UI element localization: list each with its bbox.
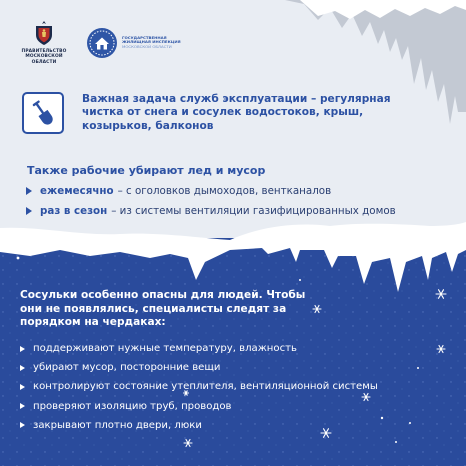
frequency-term: раз в сезон xyxy=(40,205,108,217)
attic-tasks-list xyxy=(20,339,378,435)
bullet-arrow-icon xyxy=(20,422,25,428)
bullet-arrow-icon xyxy=(26,187,32,195)
list-item xyxy=(20,416,378,435)
housing-inspection-logo xyxy=(86,27,182,59)
icicle-danger-text: Сосульки особенно опасны для людей. Чтобы они не появлялись, специалисты следят за порядком на чердаках: xyxy=(20,289,306,329)
also-list xyxy=(26,181,396,221)
item-text: проверяют изоляцию труб, проводов xyxy=(33,400,232,412)
item-text: – из системы вентиляции газифицированных домов xyxy=(111,205,396,217)
bullet-arrow-icon xyxy=(20,346,25,352)
housing-inspection-text xyxy=(122,36,182,50)
item-text: – с оголовков дымоходов, вентканалов xyxy=(117,185,332,197)
item-text: поддерживают нужные температуру, влажность xyxy=(33,343,297,355)
frequency-term: ежемесячно xyxy=(40,185,114,197)
item-text: контролируют состояние утеплителя, вентиляционной системы xyxy=(33,381,378,393)
list-item xyxy=(20,397,378,416)
bullet-arrow-icon xyxy=(20,365,25,371)
moscow-region-government-logo xyxy=(14,20,74,65)
item-text: убирают мусор, посторонние вещи xyxy=(33,362,221,374)
also-title: Также рабочие убирают лед и мусор xyxy=(27,164,266,177)
housing-inspection-emblem-icon xyxy=(86,27,118,59)
item-text: закрывают плотно двери, люки xyxy=(33,419,202,431)
list-item xyxy=(20,339,378,358)
list-item xyxy=(26,201,396,221)
bullet-arrow-icon xyxy=(26,207,32,215)
header-logos xyxy=(14,20,182,65)
inspection-name: ГОСУДАРСТВЕННАЯ ЖИЛИЩНАЯ ИНСПЕКЦИЯ xyxy=(122,34,181,45)
bullet-arrow-icon xyxy=(20,384,25,390)
main-task-block xyxy=(22,92,402,134)
coat-of-arms-icon xyxy=(33,20,55,46)
shovel-icon xyxy=(29,99,57,127)
gov-logo-text: ПРАВИТЕЛЬСТВО МОСКОВСКОЙ ОБЛАСТИ xyxy=(21,49,67,65)
list-item xyxy=(20,377,378,396)
list-item xyxy=(20,358,378,377)
list-item xyxy=(26,181,396,201)
shovel-icon-frame xyxy=(22,92,64,134)
bullet-arrow-icon xyxy=(20,403,25,409)
main-task-text: Важная задача служб эксплуатации – регулярная чистка от снега и сосулек водостоков, крыш, козырьков, балконов xyxy=(82,93,391,132)
inspection-region: МОСКОВСКОЙ ОБЛАСТИ xyxy=(122,43,172,49)
